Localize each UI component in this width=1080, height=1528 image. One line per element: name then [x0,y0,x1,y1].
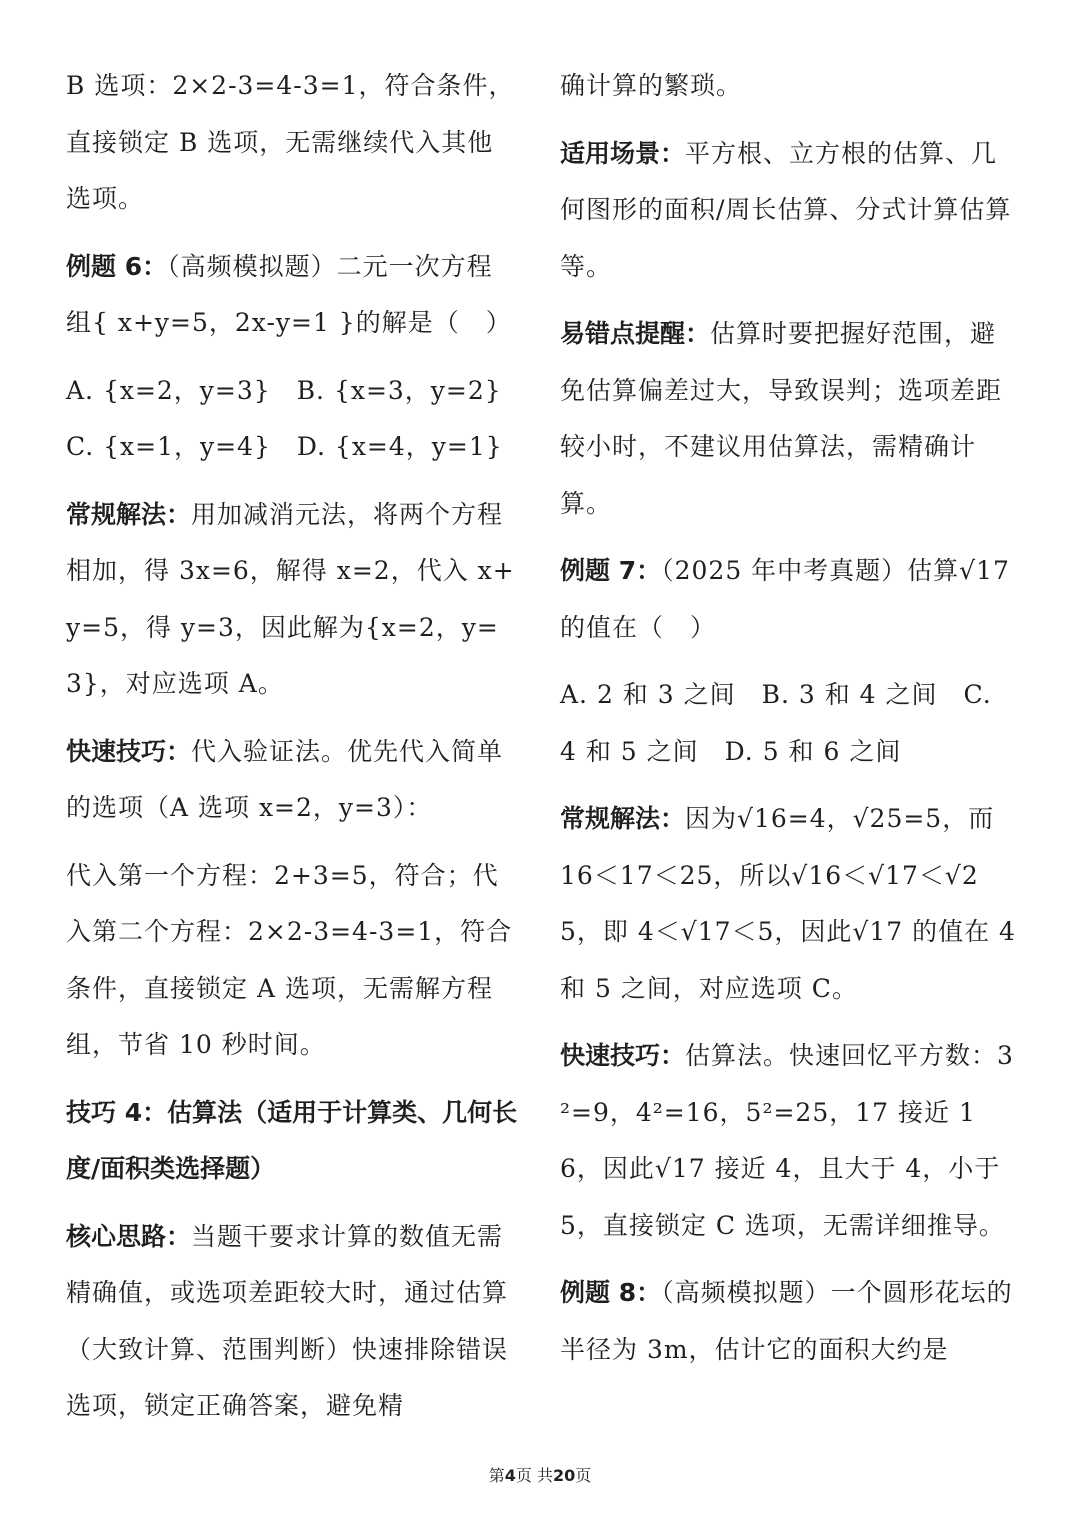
example-6-standard-solution: 常规解法：用加减消元法，将两个方程相加，得 3x=6，解得 x=2，代入 x+y=5，得 y=3，因此解为{x=2，y=3}，对应选项 A。 [66,499,515,698]
footer-middle: 页 共 [515,1466,553,1485]
applicable-scenarios: 适用场景：平方根、立方根的估算、几何图形的面积/周长估算、分式计算估算等。 [560,138,1012,281]
example-6-options: A. {x=2，y=3} B. {x=3，y=2} C. {x=1，y=4} D. {x=4，y=1} [66,375,528,461]
example-8-question: 例题 8：（高频模拟题）一个圆形花坛的半径为 3m，估计它的面积大约是 [560,1278,1013,1364]
example-6-verification: 代入第一个方程：2+3=5，符合；代入第二个方程：2×2-3=4-3=1，符合条件，直接锁定 A 选项，无需解方程组，节省 10 秒时间。 [66,860,513,1059]
current-page-number: 4 [504,1466,516,1485]
example-7-question: 例题 7：（2025 年中考真题）估算√17 的值在（ ） [560,556,1010,642]
core-idea: 核心思路：当题干要求计算的数值无需精确值，或选项差距较大时，通过估算（大致计算、范围判断）快速排除错误选项，锁定正确答案，避免精 [66,1221,509,1420]
example-7-standard-solution: 常规解法：因为√16=4，√25=5，而 16＜17＜25，所以√16＜√17＜√25，即 4＜√17＜5，因此√17 的值在 4 和 5 之间，对应选项 C。 [560,804,1016,1003]
section-heading-tip-4: 技巧 4：估算法（适用于计算类、几何长度/面积类选择题） [66,1097,518,1183]
example-7-quick-tip: 快速技巧：估算法。快速回忆平方数：3²=9，4²=16，5²=25，17 接近 16，因此√17 接近 4，且大于 4，小于 5，直接锁定 C 选项，无需详细推导。 [560,1041,1014,1240]
page-footer [0,1463,1080,1486]
right-column [560,58,1016,1389]
paragraph: 确计算的繁琐。 [560,71,743,100]
example-6-quick-tip: 快速技巧：代入验证法。优先代入简单的选项（A 选项 x=2，y=3）： [66,736,504,822]
total-page-number: 20 [552,1466,576,1485]
example-7-options: A. 2 和 3 之间 B. 3 和 4 之间 C. 4 和 5 之间 D. 5 和 6 之间 [560,680,992,766]
example-6-question: 例题 6：（高频模拟题）二元一次方程组{ x+y=5，2x-y=1 }的解是（ ） [66,251,512,337]
left-column [66,58,528,1446]
common-mistake-reminder: 易错点提醒：估算时要把握好范围，避免估算偏差过大，导致误判；选项差距较小时，不建议用估算法，需精确计算。 [560,319,1003,518]
footer-suffix: 页 [575,1466,592,1485]
paragraph: B 选项：2×2-3=4-3=1，符合条件，直接锁定 B 选项，无需继续代入其他选项。 [66,71,515,213]
footer-prefix: 第 [488,1466,505,1485]
